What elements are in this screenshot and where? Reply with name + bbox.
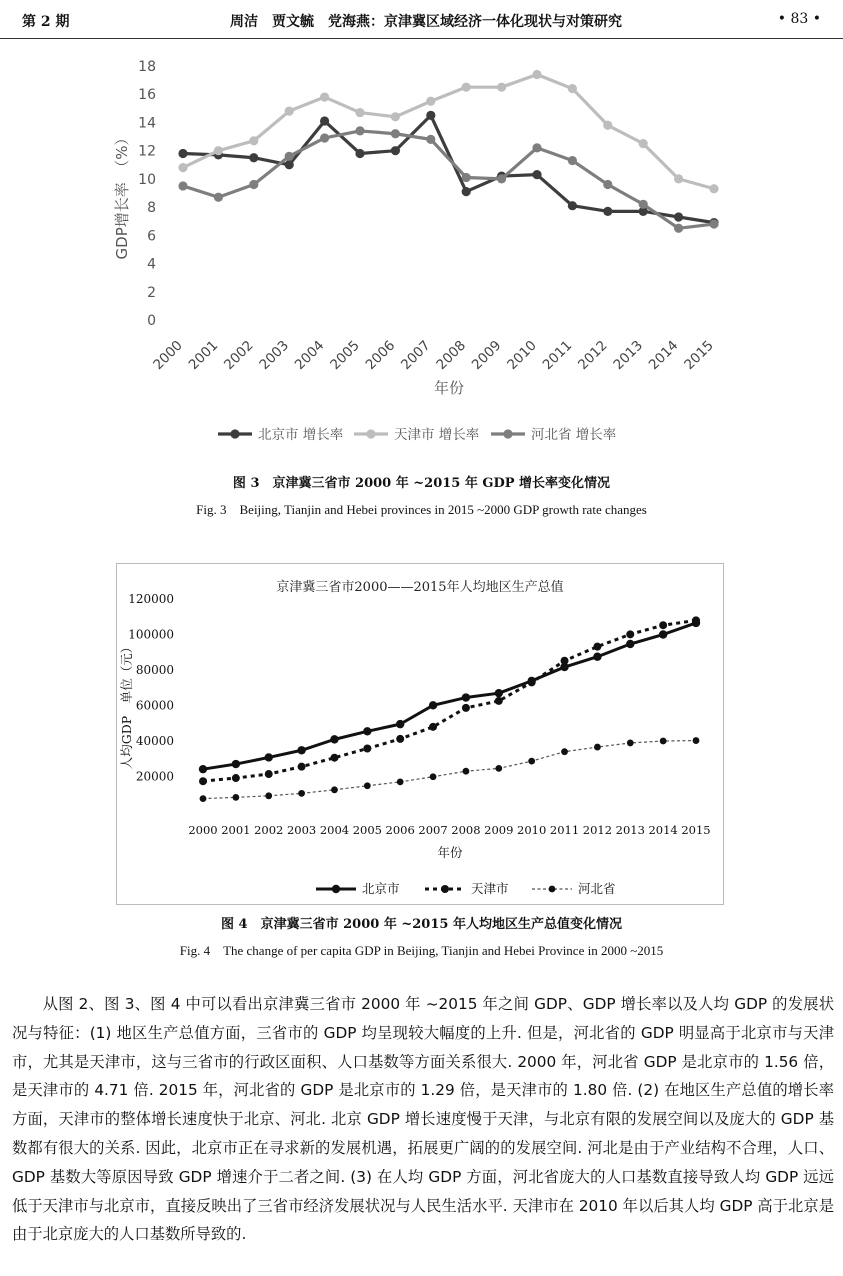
data-point bbox=[391, 112, 400, 121]
data-point bbox=[285, 107, 294, 116]
data-point bbox=[285, 152, 294, 161]
data-point bbox=[355, 108, 364, 117]
x-tick-label: 2015 bbox=[681, 337, 717, 374]
data-point bbox=[674, 174, 683, 183]
legend-marker bbox=[503, 429, 512, 438]
x-tick-label: 2004 bbox=[319, 823, 350, 837]
x-tick-label: 2009 bbox=[468, 337, 505, 374]
data-point bbox=[568, 156, 577, 165]
data-point bbox=[396, 735, 404, 743]
data-point bbox=[627, 740, 634, 747]
x-tick-label: 2008 bbox=[451, 823, 481, 837]
data-point bbox=[214, 193, 223, 202]
data-point bbox=[426, 111, 435, 120]
x-tick-label: 2000 bbox=[188, 823, 218, 837]
x-tick-label: 2001 bbox=[221, 823, 251, 837]
running-header bbox=[0, 0, 843, 39]
data-point bbox=[639, 200, 648, 209]
data-point bbox=[199, 765, 207, 773]
data-point bbox=[462, 693, 470, 701]
x-tick-label: 2001 bbox=[185, 337, 222, 374]
legend-label: 天津市 增长率 bbox=[394, 427, 480, 443]
figure-3-caption-en: Fig. 3 Beijing, Tianjin and Hebei provinces in 2015 ~2000 GDP growth rate changes bbox=[196, 502, 647, 517]
data-point bbox=[363, 744, 371, 752]
y-axis-title: GDP增长率 （%） bbox=[113, 130, 131, 260]
data-point bbox=[320, 116, 329, 125]
x-tick-label: 2003 bbox=[286, 823, 317, 837]
data-point bbox=[463, 768, 470, 775]
data-point bbox=[265, 770, 273, 778]
data-point bbox=[265, 753, 273, 761]
data-point bbox=[495, 697, 503, 705]
x-tick-label: 2010 bbox=[504, 337, 540, 374]
legend-label: 河北省 bbox=[578, 881, 616, 896]
data-point bbox=[391, 129, 400, 138]
data-point bbox=[426, 135, 435, 144]
figure-4-caption-cn: 图 4 京津冀三省市 2000 年 ~2015 年人均地区生产总值变化情况 bbox=[221, 917, 622, 932]
data-point bbox=[178, 181, 187, 190]
data-point bbox=[561, 657, 569, 665]
data-point bbox=[528, 758, 535, 765]
issue-number: 第 2 期 bbox=[22, 14, 70, 30]
figure-4-caption-en: Fig. 4 The change of per capita GDP in Beijing, Tianjin and Hebei Province in 2000 ~2015 bbox=[179, 943, 664, 958]
data-point bbox=[355, 126, 364, 135]
y-tick-label: 80000 bbox=[135, 663, 174, 677]
y-tick-label: 10 bbox=[138, 171, 156, 188]
data-point bbox=[532, 70, 541, 79]
data-point bbox=[232, 794, 239, 801]
data-point bbox=[603, 207, 612, 216]
data-point bbox=[331, 786, 338, 793]
x-tick-label: 2000 bbox=[150, 337, 186, 374]
legend-label: 天津市 bbox=[471, 881, 509, 896]
x-tick-label: 2002 bbox=[221, 337, 257, 374]
data-point bbox=[626, 630, 634, 638]
x-tick-label: 2004 bbox=[291, 337, 328, 374]
data-point bbox=[363, 727, 371, 735]
data-point bbox=[285, 160, 294, 169]
series-line bbox=[183, 74, 714, 188]
data-point bbox=[426, 97, 435, 106]
x-tick-label: 2005 bbox=[352, 823, 382, 837]
y-tick-label: 40000 bbox=[135, 734, 174, 748]
y-tick-label: 2 bbox=[147, 284, 156, 301]
series-line bbox=[183, 131, 714, 228]
legend-label: 北京市 增长率 bbox=[258, 427, 344, 443]
data-point bbox=[462, 704, 470, 712]
data-point bbox=[429, 723, 437, 731]
chart-frame bbox=[117, 564, 724, 905]
legend-marker bbox=[366, 429, 375, 438]
data-point bbox=[639, 139, 648, 148]
data-point bbox=[462, 173, 471, 182]
data-point bbox=[568, 84, 577, 93]
legend-marker bbox=[230, 429, 239, 438]
chart-title: 京津冀三省市2000——2015年人均地区生产总值 bbox=[276, 580, 564, 595]
y-tick-label: 100000 bbox=[128, 627, 174, 642]
legend-marker bbox=[549, 886, 556, 893]
x-tick-label: 2012 bbox=[575, 337, 611, 374]
data-point bbox=[391, 146, 400, 155]
data-point bbox=[249, 180, 258, 189]
data-point bbox=[593, 653, 601, 661]
legend-label: 北京市 bbox=[362, 881, 400, 896]
data-point bbox=[249, 136, 258, 145]
data-point bbox=[709, 219, 718, 228]
data-point bbox=[265, 792, 272, 799]
x-tick-label: 2008 bbox=[433, 337, 470, 374]
y-tick-label: 6 bbox=[147, 228, 156, 245]
data-point bbox=[659, 621, 667, 629]
data-point bbox=[495, 689, 503, 697]
body-text bbox=[12, 990, 834, 1249]
data-point bbox=[396, 720, 404, 728]
data-point bbox=[674, 212, 683, 221]
data-point bbox=[355, 149, 364, 158]
data-point bbox=[429, 701, 437, 709]
data-point bbox=[568, 201, 577, 210]
data-point bbox=[298, 790, 305, 797]
x-tick-label: 2013 bbox=[615, 823, 645, 837]
figure-4-chart bbox=[116, 563, 724, 905]
data-point bbox=[497, 83, 506, 92]
data-point bbox=[232, 774, 240, 782]
data-point bbox=[709, 184, 718, 193]
data-point bbox=[462, 187, 471, 196]
data-point bbox=[249, 153, 258, 162]
data-point bbox=[330, 754, 338, 762]
y-tick-label: 14 bbox=[138, 115, 156, 132]
x-tick-label: 2012 bbox=[582, 823, 613, 837]
x-tick-label: 2005 bbox=[327, 337, 363, 374]
y-tick-label: 18 bbox=[138, 59, 156, 75]
data-point bbox=[200, 795, 207, 802]
x-tick-label: 2015 bbox=[681, 823, 711, 837]
data-point bbox=[561, 748, 568, 755]
x-tick-label: 2010 bbox=[517, 823, 547, 837]
y-tick-label: 60000 bbox=[135, 698, 174, 713]
y-tick-label: 0 bbox=[147, 313, 156, 329]
running-title: 周洁 贾文毓 党海燕：京津冀区域经济一体化现状与对策研究 bbox=[230, 14, 622, 30]
x-tick-label: 2003 bbox=[256, 337, 293, 374]
x-tick-label: 2014 bbox=[645, 337, 682, 374]
data-point bbox=[497, 174, 506, 183]
y-tick-label: 16 bbox=[138, 87, 156, 104]
data-point bbox=[462, 83, 471, 92]
x-tick-label: 2007 bbox=[398, 337, 434, 374]
data-point bbox=[232, 760, 240, 768]
data-point bbox=[364, 782, 371, 789]
data-point bbox=[674, 224, 683, 233]
figure-3-chart bbox=[100, 50, 750, 460]
data-point bbox=[330, 735, 338, 743]
y-tick-label: 120000 bbox=[128, 592, 174, 606]
data-point bbox=[594, 744, 601, 751]
legend-marker bbox=[441, 885, 449, 893]
data-point bbox=[178, 149, 187, 158]
y-tick-label: 12 bbox=[138, 143, 156, 160]
data-point bbox=[297, 746, 305, 754]
x-tick-label: 2002 bbox=[254, 823, 284, 837]
x-axis-title: 年份 bbox=[437, 845, 463, 860]
x-tick-label: 2011 bbox=[549, 823, 580, 837]
x-axis-title: 年份 bbox=[433, 379, 465, 397]
x-tick-label: 2013 bbox=[610, 337, 647, 374]
data-point bbox=[660, 738, 667, 745]
data-point bbox=[495, 765, 502, 772]
data-point bbox=[593, 643, 601, 651]
data-point bbox=[320, 92, 329, 101]
data-point bbox=[603, 121, 612, 130]
data-point bbox=[397, 778, 404, 785]
data-point bbox=[603, 180, 612, 189]
data-point bbox=[430, 773, 437, 780]
data-point bbox=[214, 146, 223, 155]
legend-marker bbox=[332, 885, 340, 893]
data-point bbox=[320, 133, 329, 142]
data-point bbox=[199, 777, 207, 785]
figure-3-caption-cn: 图 3 京津冀三省市 2000 年 ~2015 年 GDP 增长率变化情况 bbox=[232, 476, 611, 491]
data-point bbox=[532, 170, 541, 179]
x-tick-label: 2007 bbox=[418, 823, 448, 837]
y-tick-label: 8 bbox=[147, 200, 156, 217]
data-point bbox=[659, 630, 667, 638]
y-tick-label: 4 bbox=[147, 256, 156, 273]
data-point bbox=[298, 763, 306, 771]
x-tick-label: 2011 bbox=[539, 337, 576, 374]
x-tick-label: 2006 bbox=[362, 337, 399, 374]
y-axis-title: 人均GDP 单位（元） bbox=[119, 640, 134, 770]
data-point bbox=[693, 737, 700, 744]
legend-label: 河北省 增长率 bbox=[531, 427, 617, 443]
data-point bbox=[692, 616, 700, 624]
data-point bbox=[178, 163, 187, 172]
y-tick-label: 20000 bbox=[135, 769, 174, 784]
data-point bbox=[532, 143, 541, 152]
x-tick-label: 2006 bbox=[385, 823, 415, 837]
body-paragraph: 从图 2、图 3、图 4 中可以看出京津冀三省市 2000 年 ~2015 年之间 GDP、GDP 增长率以及人均 GDP 的发展状况与特征：(1) 地区生产总值方面，三省市的 GDP 均呈现较大幅度的上升. 但是，河北省的 GDP 明显高于北京市与天津市，尤其是天津市，这与三省市的行政区面积、人口基数等方面关系很大. 2000 年，河北省 GDP 是北京市的 1.56 倍，是天津市的 4.71 倍. 2015 年，河北省的 GDP 是北京市的 1.29 倍，是天津市的 1.80 倍. (2) 在地区生产总值的增长率方面，天津市的整体增长速度快于北京、河北. 北京 GDP 增长速度慢于天津，与北京有限的发展空间以及庞大的 GDP 基数都有很大的关系. 因此，北京市正在寻求新的发展机遇，拓展更广阔的的发展空间. 河北是由于产业结构不合理，人口、GDP 基数大等原因导致 GDP 增速介于二者之间. (3) 在人均 GDP 方面，河北省庞大的人口基数直接导致人均 GDP 远远低于天津市与北京市，直接反映出了三省市经济发展状况与人民生活水平. 天津市在 2010 年以后其人均 GDP 高于北京是由于北京庞大的人口基数所导致的. bbox=[12, 995, 834, 1244]
page-number: • 83 • bbox=[777, 11, 821, 27]
x-tick-label: 2009 bbox=[484, 823, 514, 837]
x-tick-label: 2014 bbox=[648, 823, 678, 837]
data-point bbox=[528, 678, 536, 686]
data-point bbox=[626, 640, 634, 648]
